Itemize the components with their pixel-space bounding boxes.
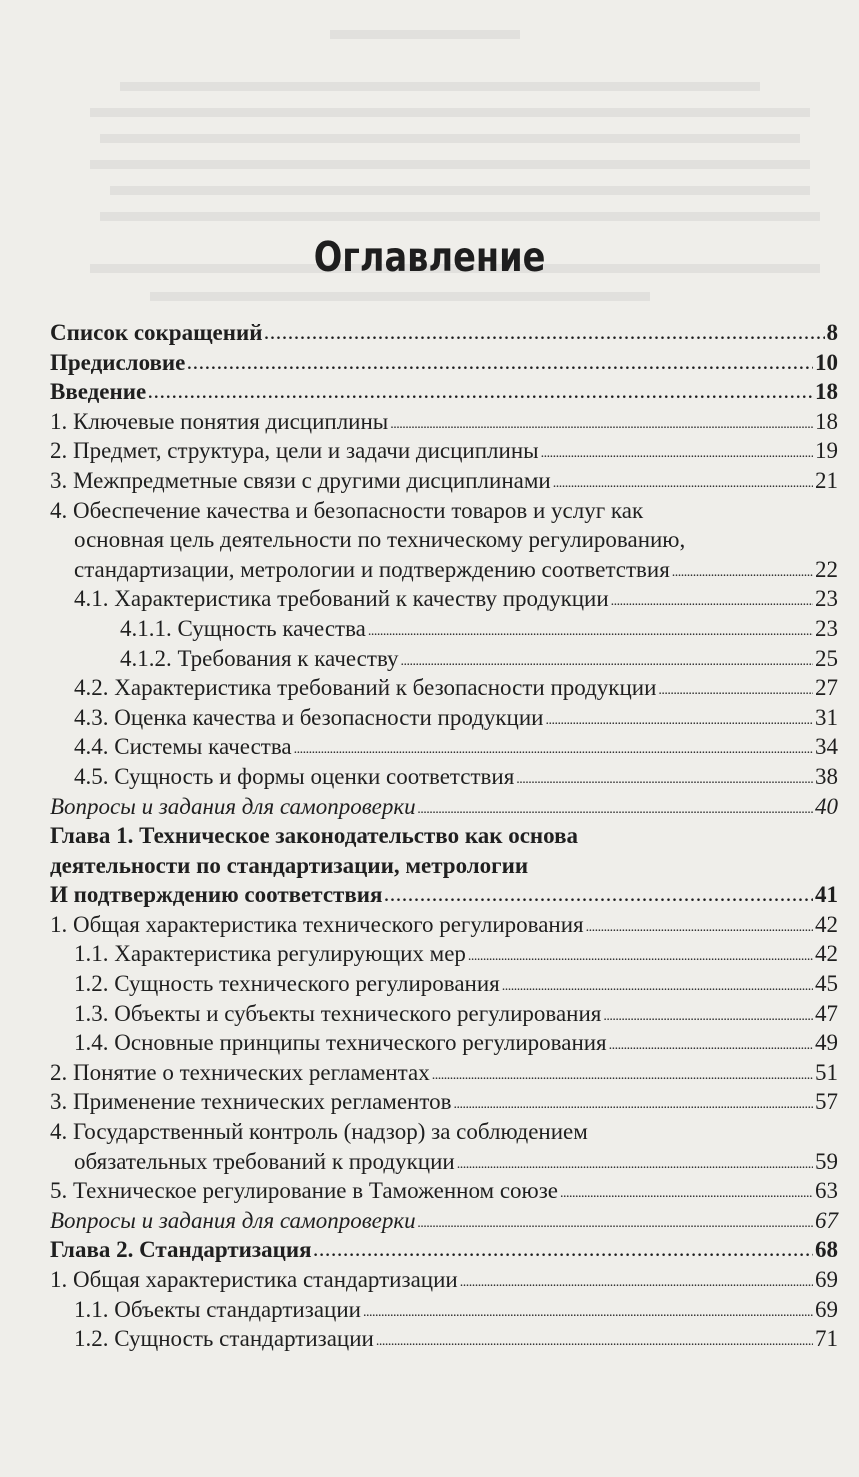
toc-entry [50,436,838,466]
toc-entry [50,377,838,407]
dot-leader [148,379,813,409]
dot-leader [545,706,813,736]
toc-entry [50,1058,838,1088]
toc-page-number: 71 [815,1326,838,1352]
toc-page-number: 69 [815,1267,838,1292]
toc-entry [50,1206,838,1236]
toc-page-number: 34 [815,734,838,760]
toc-entry [50,1324,838,1354]
bleed-through [150,292,650,301]
dot-leader [609,1031,813,1061]
toc-entry [50,821,838,910]
toc-entry-line: Глава 1. Техническое законодательство как основа [50,823,579,849]
toc-entry-title: 5. Техническое регулирование в Таможенном союзе [50,1178,558,1204]
dot-leader [460,1268,813,1298]
toc-entry-title: 3. Межпредметные связи с другими дисциплинами [50,467,551,493]
dot-leader [368,617,813,647]
toc-page-number: 27 [815,675,838,701]
toc-entry-title: Список сокращений [50,320,263,345]
toc-page-number: 38 [815,763,838,789]
toc-entry-title: 1.2. Сущность стандартизации [74,1326,374,1352]
dot-leader [468,942,813,972]
toc-entry-title: Вопросы и задания для самопроверки [50,793,416,819]
toc-entry-title: Предисловие [50,349,186,375]
toc-entry-title: 4.4. Системы качества [74,734,292,760]
dot-leader [187,350,813,380]
toc-entry [50,584,838,614]
dot-leader [516,765,813,795]
toc-page-number: 31 [815,704,838,730]
dot-leader [672,558,813,588]
page-title: Оглавление [313,233,546,281]
toc-page-number: 21 [815,467,838,493]
toc-entry [50,732,838,762]
toc-entry [50,1295,838,1325]
dot-leader [401,647,813,677]
toc-page-number: 18 [815,379,838,405]
toc-entry [50,1117,838,1176]
toc-page-number: 67 [815,1207,838,1233]
toc-entry-title: 1.1. Характеристика регулирующих мер [74,941,466,967]
dot-leader [611,587,813,617]
bleed-through [100,212,820,221]
toc-entry-title: 1.2. Сущность технического регулирования [74,971,500,997]
table-of-contents [50,318,838,1354]
toc-entry-title: 1.3. Объекты и субъекты технического регулирования [74,1000,602,1026]
dot-leader [457,1150,813,1180]
toc-page-number: 25 [815,645,838,671]
dot-leader [658,676,813,706]
toc-entry [50,939,838,969]
toc-entry [50,318,838,348]
toc-entry-title: 4.1.1. Сущность качества [120,615,366,641]
toc-page-number: 19 [815,438,838,464]
toc-entry [50,910,838,940]
dot-leader [560,1179,813,1209]
toc-entry-title: 1.1. Объекты стандартизации [74,1296,361,1322]
bleed-through [100,134,800,143]
toc-entry-line: основная цель деятельности по техническому регулированию, [74,527,686,553]
bleed-through [330,30,520,39]
toc-entry [50,407,838,437]
toc-entry-title: Введение [50,379,147,405]
dot-leader [363,1298,813,1328]
dot-leader [603,1002,813,1032]
toc-page-number: 8 [826,320,838,345]
toc-entry-title: стандартизации, метрологии и подтверждению соответствия [74,556,670,582]
toc-page-number: 59 [815,1148,838,1174]
dot-leader [502,972,813,1002]
toc-entry [50,792,838,822]
bleed-through [90,108,810,117]
dot-leader [376,1327,813,1357]
toc-entry-line: 4. Обеспечение качества и безопасности товаров и услуг как [50,497,644,523]
toc-entry [50,1235,838,1265]
toc-entry [50,999,838,1029]
dot-leader [541,439,813,469]
toc-entry [50,1087,838,1117]
toc-entry-title: обязательных требований к продукции [74,1148,455,1174]
dot-leader [314,1237,813,1267]
toc-page-number: 45 [815,971,838,997]
dot-leader [432,1061,813,1091]
toc-page-number: 18 [815,408,838,434]
toc-entry [50,1265,838,1295]
dot-leader [553,469,813,499]
toc-page-number: 51 [815,1059,838,1085]
toc-page-number: 40 [815,793,838,819]
toc-page-number: 57 [815,1089,838,1115]
toc-entry-title: И подтверждению соответствия [50,882,383,908]
toc-entry-title: 1. Ключевые понятия дисциплины [50,408,389,434]
dot-leader [586,913,813,943]
toc-page-number: 69 [815,1296,838,1322]
dot-leader [264,320,824,350]
toc-entry-title: 4.1. Характеристика требований к качеству продукции [74,586,609,612]
toc-entry [50,614,838,644]
toc-entry-title: 1. Общая характеристика технического регулирования [50,911,584,937]
toc-page-number: 23 [815,586,838,612]
toc-entry-title: 2. Понятие о технических регламентах [50,1059,430,1085]
toc-page-number: 42 [815,911,838,937]
dot-leader [418,1209,813,1239]
toc-entry [50,762,838,792]
toc-page-number: 42 [815,941,838,967]
toc-entry-title: 3. Применение технических регламентов [50,1089,452,1115]
toc-entry-title: Глава 2. Стандартизация [50,1237,312,1263]
toc-entry [50,969,838,999]
toc-entry [50,644,838,674]
toc-entry-title: 4.5. Сущность и формы оценки соответствия [74,763,515,789]
toc-page-number: 10 [815,349,838,375]
toc-entry [50,1176,838,1206]
toc-entry [50,703,838,733]
dot-leader [294,735,813,765]
dot-leader [453,1090,813,1120]
toc-page-number: 47 [815,1000,838,1026]
toc-entry-line: деятельности по стандартизации, метрологии [50,852,529,878]
toc-page-number: 41 [815,882,838,908]
toc-entry-line: 4. Государственный контроль (надзор) за соблюдением [50,1119,588,1145]
toc-entry-title: 4.2. Характеристика требований к безопасности продукции [74,675,657,701]
toc-page-number: 23 [815,615,838,641]
toc-page-number: 22 [815,556,838,582]
bleed-through [110,186,810,195]
toc-entry [50,496,838,585]
toc-entry [50,348,838,378]
bleed-through [90,160,810,169]
toc-entry-title: Вопросы и задания для самопроверки [50,1207,416,1233]
toc-page-number: 63 [815,1178,838,1204]
toc-entry [50,1028,838,1058]
toc-entry-title: 4.1.2. Требования к качеству [120,645,399,671]
bleed-through [120,82,760,91]
toc-entry [50,673,838,703]
toc-entry [50,466,838,496]
toc-entry-title: 4.3. Оценка качества и безопасности продукции [74,704,544,730]
toc-entry-title: 1. Общая характеристика стандартизации [50,1267,458,1292]
dot-leader [384,882,813,912]
toc-page-number: 68 [815,1237,838,1263]
toc-entry-title: 2. Предмет, структура, цели и задачи дисциплины [50,438,539,464]
dot-leader [418,795,813,825]
dot-leader [390,410,813,440]
toc-page-number: 49 [815,1030,838,1056]
toc-entry-title: 1.4. Основные принципы технического регулирования [74,1030,607,1056]
